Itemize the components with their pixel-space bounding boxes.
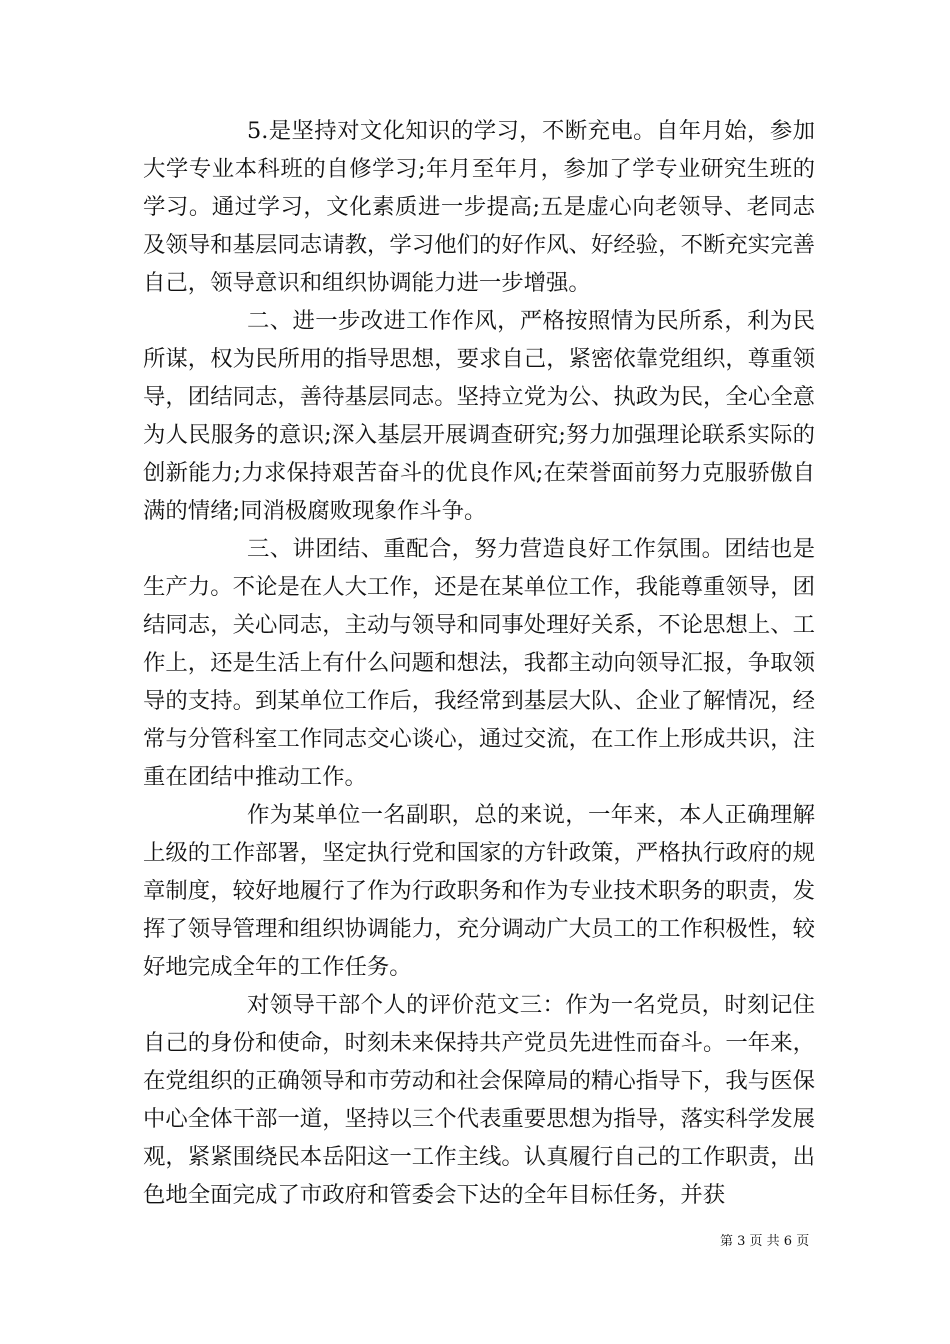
paragraph-1: 5.是坚持对文化知识的学习，不断充电。自年月始，参加大学专业本科班的自修学习;年月至年月，参加了学专业研究生班的学习。通过学习，文化素质进一步提高;五是虚心向老领导、老同志及领导和基层同志请教，学习他们的好作风、好经验，不断充实完善自己，领导意识和组织协调能力进一步增强。 [143,118,815,296]
paragraph-3: 三、讲团结、重配合，努力营造良好工作氛围。团结也是生产力。不论是在人大工作，还是在某单位工作，我能尊重领导，团结同志，关心同志，主动与领导和同事处理好关系，不论思想上、工作上，还是生活上有什么问题和想法，我都主动向领导汇报，争取领导的支持。到某单位工作后，我经常到基层大队、企业了解情况，经常与分管科室工作同志交心谈心，通过交流，在工作上形成共识，注重在团结中推动工作。 [143,536,815,790]
paragraph-4: 作为某单位一名副职，总的来说，一年来，本人正确理解上级的工作部署，坚定执行党和国家的方针政策，严格执行政府的规章制度，较好地履行了作为行政职务和作为专业技术职务的职责，发挥了领导管理和组织协调能力，充分调动广大员工的工作积极性，较好地完成全年的工作任务。 [143,802,815,980]
page-number-footer: 第 3 页 共 6 页 [720,1234,810,1249]
document-body [143,112,815,1214]
paragraph-5: 对领导干部个人的评价范文三：作为一名党员，时刻记住自己的身份和使命，时刻未来保持共产党员先进性而奋斗。一年来，在党组织的正确领导和市劳动和社会保障局的精心指导下，我与医保中心全体干部一道，坚持以三个代表重要思想为指导，落实科学发展观，紧紧围绕民本岳阳这一工作主线。认真履行自己的工作职责，出色地全面完成了市政府和管委会下达的全年目标任务，并获 [143,992,815,1208]
paragraph-2: 二、进一步改进工作作风，严格按照情为民所系，利为民所谋，权为民所用的指导思想，要求自己，紧密依靠党组织，尊重领导，团结同志，善待基层同志。坚持立党为公、执政为民，全心全意为人民服务的意识;深入基层开展调查研究;努力加强理论联系实际的创新能力;力求保持艰苦奋斗的优良作风;在荣誉面前努力克服骄傲自满的情绪;同消极腐败现象作斗争。 [143,308,815,524]
